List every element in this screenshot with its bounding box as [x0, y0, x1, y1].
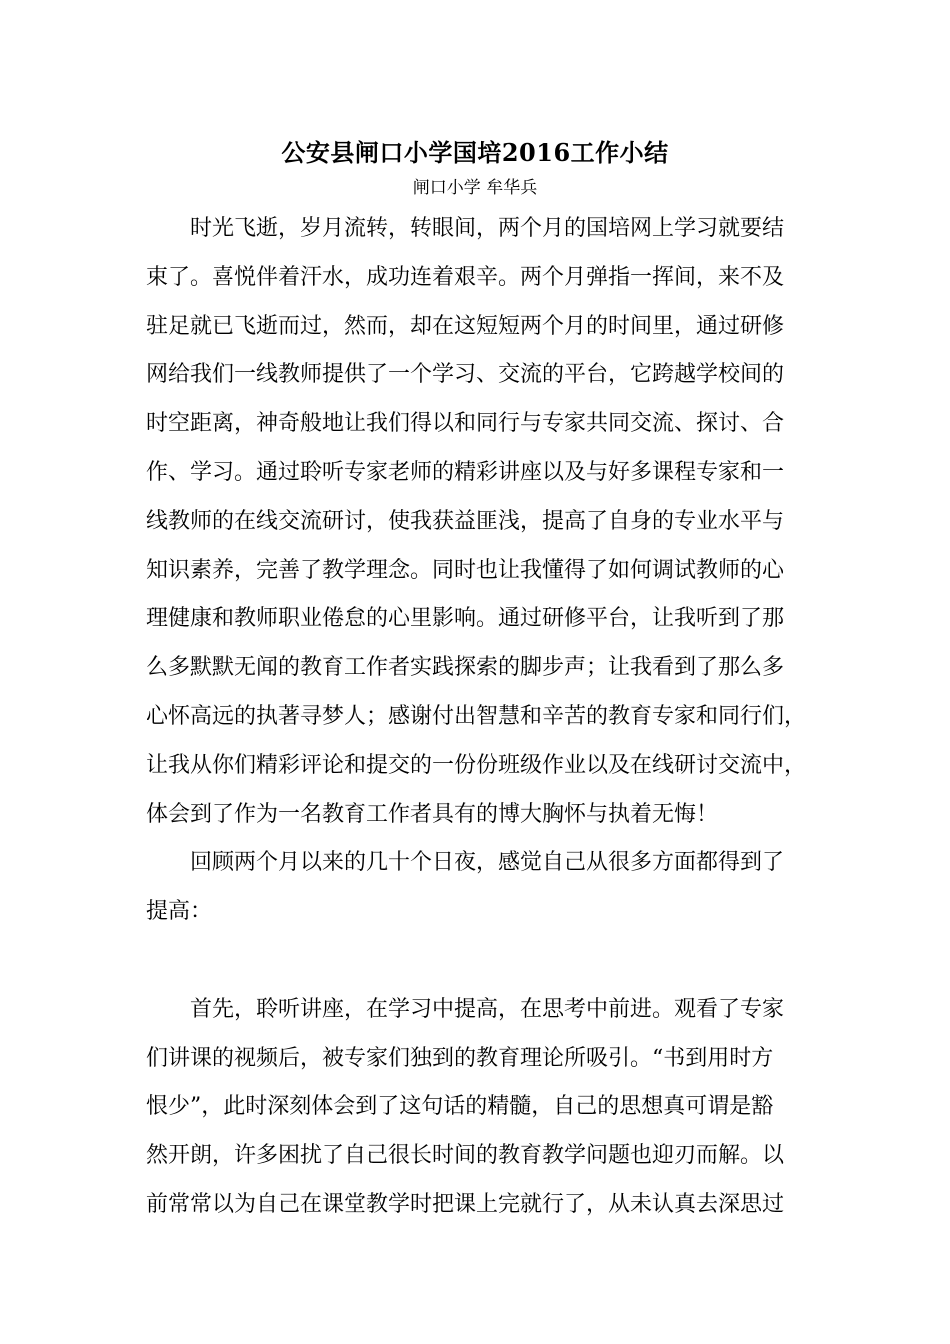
text-line: 回顾两个月以来的几十个日夜，感觉自己从很多方面都得到了 — [146, 850, 785, 876]
text-line: 体会到了作为一名教育工作者具有的博大胸怀与执着无悔！ — [146, 801, 719, 827]
text-line: 前常常以为自己在课堂教学时把课上完就行了，从未认真去深思过 — [146, 1191, 785, 1217]
text-line: 知识素养，完善了教学理念。同时也让我懂得了如何调试教师的心 — [146, 557, 785, 583]
document-title: 公安县闸口小学国培2016工作小结 — [281, 138, 669, 167]
text-line: 束了。喜悦伴着汗水，成功连着艰辛。两个月弹指一挥间，来不及 — [146, 264, 785, 290]
text-line: 提高： — [146, 899, 213, 925]
text-line: 时光飞逝，岁月流转，转眼间，两个月的国培网上学习就要结 — [146, 216, 785, 241]
text-line: 心怀高远的执著寻梦人；感谢付出智慧和辛苦的教育专家和同行们， — [146, 703, 807, 729]
text-line: 理健康和教师职业倦怠的心里影响。通过研修平台，让我听到了那 — [146, 606, 785, 632]
text-line: 作、学习。通过聆听专家老师的精彩讲座以及与好多课程专家和一 — [146, 459, 785, 485]
text-line: 时空距离，神奇般地让我们得以和同行与专家共同交流、探讨、合 — [146, 411, 785, 437]
text-line: 然开朗，许多困扰了自己很长时间的教育教学问题也迎刃而解。以 — [146, 1143, 785, 1169]
document-body — [146, 205, 808, 1230]
document-author: 闸口小学 牟华兵 — [412, 178, 538, 198]
text-line: 们讲课的视频后，被专家们独到的教育理论所吸引。“书到用时方 — [146, 1045, 774, 1071]
text-line: 恨少”，此时深刻体会到了这句话的精髓，自己的思想真可谓是豁 — [146, 1094, 774, 1120]
text-line: 网给我们一线教师提供了一个学习、交流的平台，它跨越学校间的 — [146, 362, 785, 388]
text-line: 么多默默无闻的教育工作者实践探索的脚步声；让我看到了那么多 — [146, 655, 785, 681]
paragraph-gap — [146, 937, 808, 986]
text-line: 让我从你们精彩评论和提交的一份份班级作业以及在线研讨交流中， — [146, 752, 807, 778]
text-line: 驻足就已飞逝而过，然而，却在这短短两个月的时间里，通过研修 — [146, 313, 785, 339]
text-line: 首先，聆听讲座，在学习中提高，在思考中前进。观看了专家 — [146, 996, 785, 1022]
text-line: 线教师的在线交流研讨，使我获益匪浅，提高了自身的专业水平与 — [146, 508, 785, 534]
